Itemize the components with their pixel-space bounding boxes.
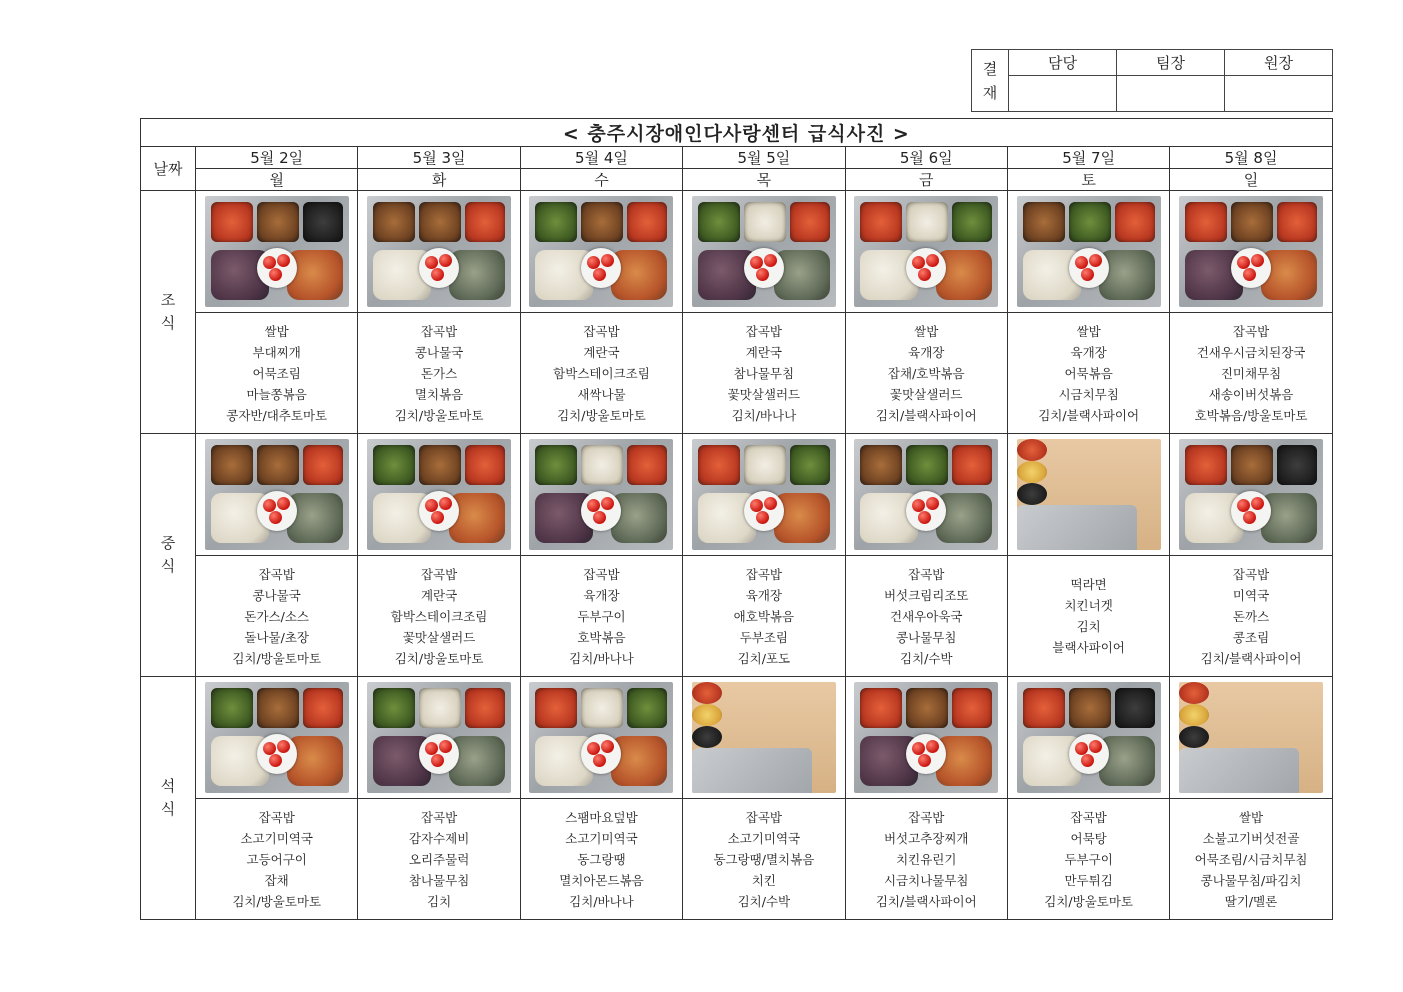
meal-photo[interactable] — [1017, 682, 1161, 793]
date-cell: 5월 3일 — [358, 147, 520, 169]
menu-item: 어묵탕 — [1070, 830, 1107, 846]
menu-item: 진미채무침 — [1220, 365, 1282, 381]
menu-cell — [1007, 799, 1169, 920]
menu-item: 잡곡밥 — [583, 323, 620, 339]
meal-label-1: 조 — [160, 290, 176, 309]
menu-item: 돌나물/초장 — [244, 629, 309, 645]
meal-photo-table — [140, 118, 1333, 920]
menu-item: 잡곡밥 — [258, 809, 295, 825]
weekday-cell: 일 — [1170, 169, 1332, 191]
menu-item: 만두튀김 — [1064, 872, 1113, 888]
menu-item: 김치/블랙사파이어 — [1038, 407, 1140, 423]
meal-photo-cell — [1170, 191, 1332, 313]
meal-photo[interactable] — [529, 196, 673, 307]
approval-label-2: 재 — [982, 83, 998, 102]
date-cell: 5월 2일 — [196, 147, 358, 169]
menu-item: 김치/방울토마토 — [1044, 893, 1134, 909]
meal-photo[interactable] — [692, 439, 836, 550]
menu-cell — [520, 799, 682, 920]
meal-photo[interactable] — [529, 682, 673, 793]
meal-photo-cell — [520, 677, 682, 799]
meal-label-1: 석 — [160, 776, 176, 795]
menu-item: 김치/방울토마토 — [557, 407, 646, 423]
menu-item: 치킨 — [751, 872, 776, 888]
meal-photo-cell — [196, 677, 358, 799]
meal-photo[interactable] — [205, 439, 349, 550]
weekday-cell: 수 — [520, 169, 682, 191]
menu-item: 어묵조림 — [252, 365, 301, 381]
meal-photo[interactable] — [1017, 196, 1161, 307]
menu-item: 시금치무침 — [1058, 386, 1119, 402]
menu-item: 소불고기버섯전골 — [1202, 830, 1300, 846]
menu-item: 건새우아욱국 — [890, 608, 963, 624]
menu-cell — [683, 313, 845, 434]
menu-cell — [196, 556, 358, 677]
menu-cell — [358, 799, 520, 920]
meal-photo-cell — [683, 434, 845, 556]
menu-item: 두부구이 — [1064, 851, 1113, 867]
menu-item: 동그랑땡 — [577, 851, 626, 867]
meal-photo-cell — [358, 191, 520, 313]
weekday-cell: 금 — [845, 169, 1007, 191]
menu-item: 블랙사파이어 — [1052, 640, 1125, 655]
menu-item: 참나물무침 — [733, 365, 795, 381]
menu-cell — [196, 313, 358, 434]
menu-item: 동그랑땡/멸치볶음 — [713, 851, 815, 867]
menu-cell — [683, 556, 845, 677]
menu-item: 오리주물럭 — [408, 851, 470, 867]
menu-item: 잡곡밥 — [420, 809, 458, 825]
menu-item: 쌀밥 — [264, 323, 289, 339]
menu-item: 돈가스 — [420, 365, 458, 381]
menu-cell — [358, 556, 520, 677]
menu-item: 콩자반/대추토마토 — [226, 407, 328, 423]
menu-item: 김치 — [1076, 619, 1101, 634]
menu-item: 떡라면 — [1070, 577, 1107, 592]
meal-photo-cell — [1007, 434, 1169, 556]
menu-item: 어묵조림/시금치무침 — [1194, 851, 1308, 867]
menu-item: 김치/블랙사파이어 — [875, 893, 977, 909]
meal-label — [141, 434, 196, 677]
menu-cell — [520, 313, 682, 434]
approval-header-manager: 담당 — [1009, 50, 1117, 76]
date-cell: 5월 4일 — [520, 147, 682, 169]
meal-photo-cell — [520, 191, 682, 313]
meal-photo[interactable] — [367, 682, 511, 793]
menu-item: 새싹나물 — [577, 386, 626, 402]
menu-item: 치킨유린기 — [896, 851, 957, 867]
approval-sign-teamlead[interactable] — [1117, 76, 1225, 112]
menu-item: 육개장 — [745, 587, 782, 603]
menu-item: 꽃맛살샐러드 — [727, 386, 801, 402]
weekday-cell: 월 — [196, 169, 358, 191]
menu-item: 멸치아몬드볶음 — [559, 872, 644, 888]
meal-label — [141, 677, 196, 920]
meal-label-1: 중 — [160, 533, 176, 552]
menu-item: 소고기미역국 — [565, 830, 638, 846]
menu-item: 김치/포도 — [737, 650, 791, 666]
meal-photo[interactable] — [692, 196, 836, 307]
meal-photo-cell — [845, 434, 1007, 556]
menu-item: 마늘쫑볶음 — [246, 386, 307, 402]
menu-item: 김치/방울토마토 — [394, 407, 484, 423]
menu-cell — [1170, 313, 1332, 434]
menu-item: 건새우시금치된장국 — [1196, 344, 1306, 360]
menu-item: 잡곡밥 — [1232, 323, 1270, 339]
menu-item: 스팸마요덮밥 — [565, 809, 638, 825]
menu-item: 새송이버섯볶음 — [1208, 386, 1294, 402]
menu-item: 어묵볶음 — [1064, 365, 1113, 381]
menu-item: 잡채 — [264, 872, 289, 888]
menu-item: 육개장 — [908, 344, 945, 360]
menu-item: 잡곡밥 — [583, 566, 620, 582]
menu-item: 참나물무침 — [408, 872, 470, 888]
menu-cell — [1170, 799, 1332, 920]
meal-photo[interactable] — [854, 196, 998, 307]
meal-photo[interactable] — [205, 682, 349, 793]
menu-item: 시금치나물무침 — [883, 872, 969, 888]
meal-label-2: 식 — [160, 314, 176, 332]
date-cell: 5월 5일 — [683, 147, 845, 169]
menu-item: 치킨너겟 — [1064, 598, 1113, 613]
menu-item: 감자수제비 — [408, 830, 470, 846]
meal-photo-cell — [845, 677, 1007, 799]
menu-item: 김치/방울토마토 — [394, 650, 484, 666]
menu-item: 육개장 — [583, 587, 620, 603]
menu-item: 미역국 — [1232, 587, 1270, 603]
menu-cell — [358, 313, 520, 434]
meal-photo-cell — [683, 191, 845, 313]
menu-item: 잡곡밥 — [420, 323, 458, 339]
date-header: 날짜 — [141, 147, 196, 191]
menu-cell — [1170, 556, 1332, 677]
menu-item: 두부조림 — [739, 629, 789, 645]
approval-header-director: 원장 — [1225, 50, 1333, 76]
menu-item: 콩나물무침/파김치 — [1200, 872, 1302, 888]
meal-label-2: 식 — [160, 557, 176, 575]
menu-item: 김치/바나나 — [731, 407, 797, 423]
meal-photo[interactable] — [1017, 439, 1161, 550]
menu-item: 함박스테이크조림 — [390, 608, 488, 624]
menu-item: 콩조림 — [1232, 629, 1270, 645]
menu-item: 부대찌개 — [252, 344, 301, 360]
menu-item: 잡곡밥 — [745, 566, 782, 582]
weekday-cell: 목 — [683, 169, 845, 191]
menu-item: 소고기미역국 — [240, 830, 313, 846]
menu-cell — [845, 313, 1007, 434]
menu-item: 콩나물국 — [252, 587, 301, 603]
menu-item: 고등어구이 — [246, 851, 307, 867]
weekday-cell: 토 — [1007, 169, 1169, 191]
menu-cell — [1007, 313, 1169, 434]
approval-label-1: 결 — [982, 59, 998, 78]
menu-item: 잡곡밥 — [420, 566, 458, 582]
meal-photo-cell — [196, 191, 358, 313]
menu-item: 잡곡밥 — [908, 809, 945, 825]
meal-photo[interactable] — [692, 682, 836, 793]
menu-item: 쌀밥 — [1076, 323, 1101, 339]
menu-item: 김치 — [427, 893, 452, 909]
menu-item: 김치/방울토마토 — [232, 650, 322, 666]
menu-item: 콩나물무침 — [896, 629, 957, 645]
approval-label — [972, 50, 1009, 112]
menu-item: 잡곡밥 — [1232, 566, 1270, 582]
menu-item: 함박스테이크조림 — [553, 365, 650, 381]
menu-item: 계란국 — [745, 344, 782, 360]
menu-item: 버섯고추장찌개 — [883, 830, 969, 846]
meal-photo-cell — [683, 677, 845, 799]
menu-cell — [520, 556, 682, 677]
menu-item: 애호박볶음 — [733, 608, 795, 624]
approval-sign-director[interactable] — [1225, 76, 1333, 112]
meal-photo-cell — [358, 434, 520, 556]
menu-item: 콩나물국 — [414, 344, 464, 360]
menu-item: 잡곡밥 — [908, 566, 945, 582]
date-cell: 5월 8일 — [1170, 147, 1332, 169]
menu-item: 김치/바나나 — [569, 893, 634, 909]
menu-item: 김치/수박 — [737, 893, 791, 909]
menu-item: 호박볶음 — [577, 629, 626, 645]
meal-photo[interactable] — [367, 439, 511, 550]
meal-photo-cell — [358, 677, 520, 799]
menu-item: 돈까스 — [1232, 608, 1270, 624]
meal-photo[interactable] — [367, 196, 511, 307]
weekday-cell: 화 — [358, 169, 520, 191]
meal-photo-cell — [196, 434, 358, 556]
menu-cell — [845, 799, 1007, 920]
meal-photo-cell — [1170, 677, 1332, 799]
menu-item: 계란국 — [583, 344, 620, 360]
approval-sign-manager[interactable] — [1009, 76, 1117, 112]
menu-item: 쌀밥 — [914, 323, 939, 339]
menu-item: 꽃맛살샐러드 — [890, 386, 963, 402]
page-title: < 충주시장애인다사랑센터 급식사진 > — [141, 119, 1333, 147]
menu-cell — [196, 799, 358, 920]
menu-item: 잡곡밥 — [1070, 809, 1107, 825]
menu-item: 멸치볶음 — [414, 386, 464, 402]
menu-item: 김치/바나나 — [569, 650, 634, 666]
menu-item: 김치/방울토마토 — [232, 893, 322, 909]
menu-cell — [683, 799, 845, 920]
approval-header-teamlead: 팀장 — [1117, 50, 1225, 76]
menu-item: 돈가스/소스 — [244, 608, 309, 624]
approval-box — [971, 49, 1333, 112]
menu-item: 김치/블랙사파이어 — [1200, 650, 1302, 666]
meal-photo-cell — [1170, 434, 1332, 556]
meal-photo-cell — [1007, 677, 1169, 799]
menu-item: 잡곡밥 — [258, 566, 295, 582]
meal-photo[interactable] — [529, 439, 673, 550]
menu-item: 버섯크림리조또 — [883, 587, 969, 603]
menu-cell — [845, 556, 1007, 677]
meal-label — [141, 191, 196, 434]
menu-item: 꽃맛살샐러드 — [402, 629, 476, 645]
meal-photo-cell — [845, 191, 1007, 313]
meal-photo[interactable] — [854, 682, 998, 793]
meal-label-2: 식 — [160, 800, 176, 818]
menu-item: 육개장 — [1070, 344, 1107, 360]
menu-item: 두부구이 — [577, 608, 626, 624]
menu-item: 잡채/호박볶음 — [887, 365, 965, 381]
menu-item: 쌀밥 — [1238, 809, 1264, 825]
menu-item: 호박볶음/방울토마토 — [1194, 407, 1308, 423]
meal-photo-cell — [1007, 191, 1169, 313]
menu-item: 김치/블랙사파이어 — [875, 407, 977, 423]
menu-cell — [1007, 556, 1169, 677]
menu-item: 계란국 — [420, 587, 458, 603]
meal-photo-cell — [520, 434, 682, 556]
meal-photo[interactable] — [205, 196, 349, 307]
menu-item: 잡곡밥 — [745, 809, 782, 825]
menu-item: 잡곡밥 — [745, 323, 782, 339]
date-cell: 5월 6일 — [845, 147, 1007, 169]
menu-item: 딸기/멜론 — [1224, 893, 1278, 909]
meal-photo[interactable] — [1179, 682, 1323, 793]
date-cell: 5월 7일 — [1007, 147, 1169, 169]
meal-photo[interactable] — [1179, 196, 1323, 307]
menu-item: 김치/수박 — [900, 650, 953, 666]
meal-photo[interactable] — [854, 439, 998, 550]
meal-photo[interactable] — [1179, 439, 1323, 550]
menu-item: 소고기미역국 — [727, 830, 801, 846]
